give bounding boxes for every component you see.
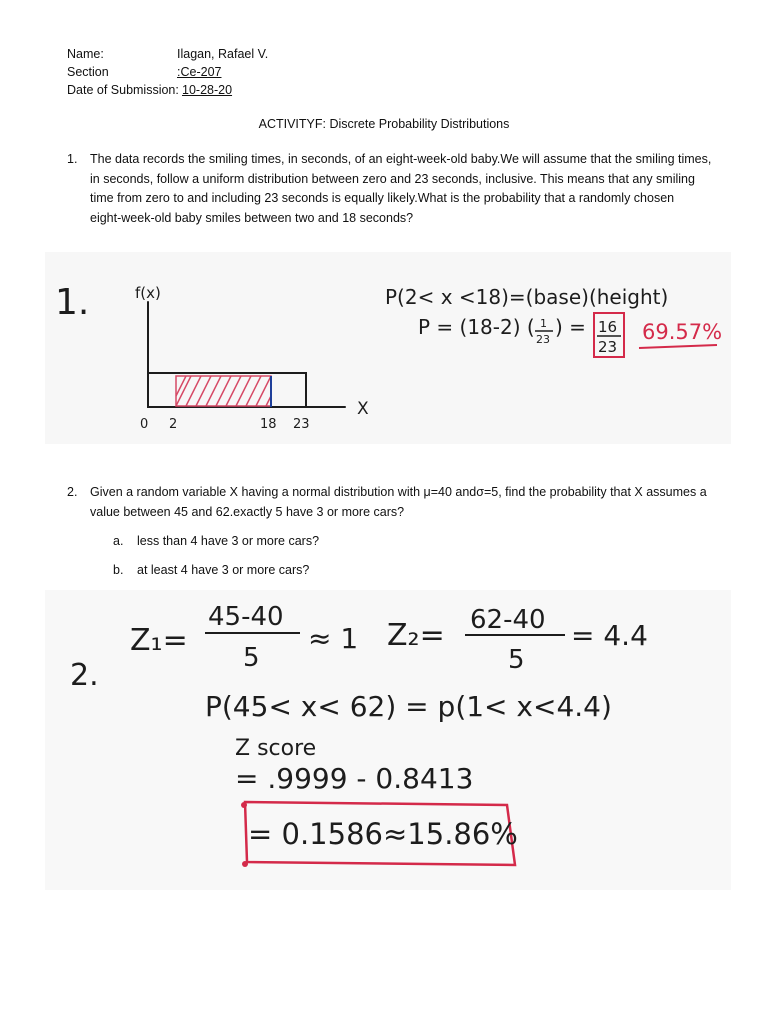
- name-value: Ilagan, Rafael V.: [177, 47, 269, 61]
- tick-23: 23: [293, 417, 310, 432]
- question-1-line: eight-week-old baby smiles between two and 18 seconds?: [90, 210, 414, 225]
- question-1-number: 1.: [67, 152, 78, 166]
- question-2b: [113, 561, 513, 581]
- solution-2-number: 2.: [70, 658, 99, 693]
- question-1: [67, 150, 747, 230]
- percent-answer: 69.57%: [642, 320, 723, 344]
- name-label: Name:: [67, 47, 104, 61]
- z1-label: Z₁=: [130, 623, 188, 658]
- fraction-numerator: 1: [540, 317, 547, 330]
- question-1-line: in seconds, follow a uniform distribution between zero and 23 seconds, inclusive. This means that any smiling: [90, 171, 695, 186]
- question-2a-text: less than 4 have 3 or more cars?: [137, 534, 320, 548]
- z2-result: = 4.4: [571, 619, 648, 652]
- difference-line: = .9999 - 0.8413: [235, 762, 474, 795]
- section-value: :Ce-207: [177, 65, 222, 79]
- activity-title: ACTIVITYF: Discrete Probability Distributions: [258, 117, 510, 131]
- y-axis-label: f(x): [135, 284, 161, 302]
- question-2-text: [90, 483, 707, 522]
- tick-2: 2: [169, 417, 178, 432]
- question-1-line: time from zero to and including 23 seconds is equally likely.What is the probability that a randomly chosen: [90, 191, 675, 205]
- header: [0, 45, 768, 105]
- section-label: Section: [67, 65, 109, 79]
- x-axis-label: X: [357, 399, 369, 419]
- boxed-numerator: 16: [598, 318, 618, 336]
- handwritten-solution-1: [45, 252, 731, 444]
- z2-numerator: 62-40: [470, 605, 546, 635]
- question-2a-marker: a.: [113, 534, 124, 548]
- formula-line-2: P = (18-2) (: [418, 315, 535, 339]
- question-2a: [113, 532, 513, 552]
- question-2b-marker: b.: [113, 563, 124, 577]
- z1-result: ≈ 1: [308, 622, 359, 655]
- question-1-line: The data records the smiling times, in seconds, of an eight-week-old baby.We will assume that the smiling times,: [90, 152, 712, 166]
- z2-denominator: 5: [508, 645, 525, 675]
- date-value: 10-28-20: [182, 83, 233, 97]
- question-2-line: value between 45 and 62.exactly 5 have 3 or more cars?: [90, 504, 405, 519]
- question-2-number: 2.: [67, 485, 78, 499]
- formula-line-3: ) =: [555, 315, 586, 339]
- formula-line-1: P(2< x <18)=(base)(height): [385, 285, 669, 309]
- z-score-label: Z score: [235, 736, 317, 761]
- question-2-line: Given a random variable X having a normal distribution with μ=40 andσ=5, find the probability that X assumes a: [90, 485, 707, 499]
- question-2: [67, 483, 747, 523]
- red-dot-top: [241, 802, 247, 808]
- z2-label: Z₂=: [387, 618, 445, 653]
- date-label: Date of Submission:: [67, 83, 179, 97]
- red-dot-bottom: [242, 861, 248, 867]
- z1-denominator: 5: [243, 643, 260, 673]
- tick-0: 0: [140, 417, 149, 432]
- z1-numerator: 45-40: [208, 602, 284, 632]
- question-1-text: [90, 150, 711, 228]
- question-2b-text: at least 4 have 3 or more cars?: [137, 563, 310, 577]
- probability-line: P(45< x< 62) = p(1< x<4.4): [205, 690, 612, 723]
- final-answer: = 0.1586≈15.86%: [248, 817, 518, 851]
- handwritten-solution-2: [45, 590, 731, 890]
- solution-1-number: 1.: [55, 282, 90, 323]
- fraction-denominator: 23: [536, 333, 550, 346]
- tick-18: 18: [260, 417, 277, 432]
- boxed-denominator: 23: [598, 338, 618, 356]
